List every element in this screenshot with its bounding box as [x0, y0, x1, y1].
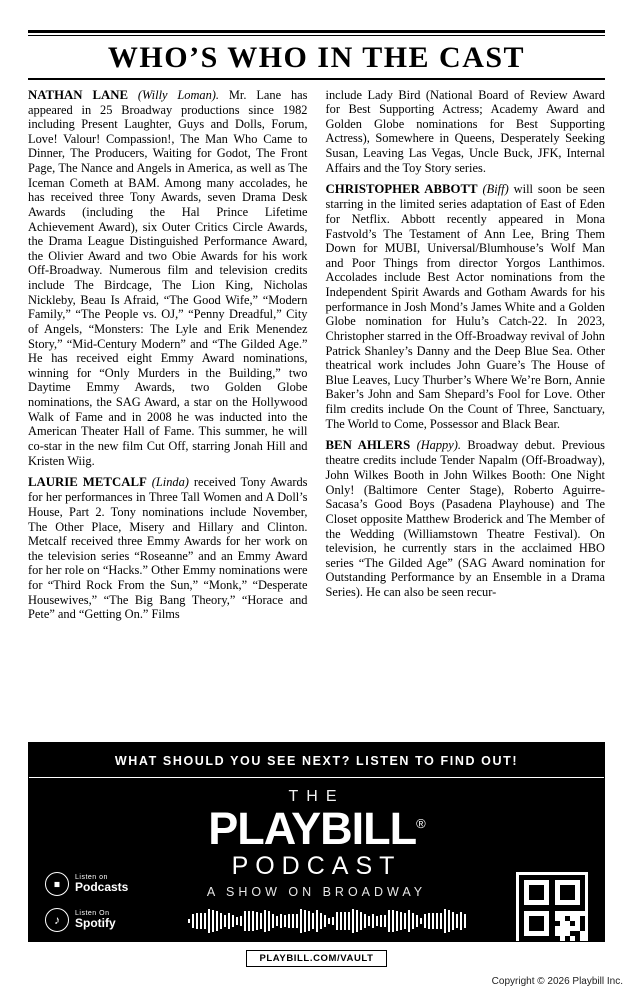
ad-the-label: THE — [288, 788, 345, 805]
badge-small-text: Listen On — [75, 910, 110, 918]
bio-role: (Biff) — [482, 182, 509, 197]
podcast-advertisement[interactable] — [28, 742, 605, 942]
ad-brand-text: PLAYBILL — [208, 803, 417, 854]
spotify-label — [75, 910, 116, 930]
divider-under-title — [28, 78, 605, 80]
ad-tagline: WHAT SHOULD YOU SEE NEXT? LISTEN TO FIND OUT! — [29, 743, 604, 778]
spotify-icon: ♪ — [45, 908, 69, 932]
ad-body — [29, 788, 604, 942]
apple-podcasts-icon: ⏹ — [45, 872, 69, 896]
right-column — [326, 88, 606, 728]
bio-name: NATHAN LANE — [28, 87, 129, 102]
bio-text: Mr. Lane has appeared in 25 Broadway productions since 1982 including Present Laughter, Guys and Dolls, Forum, Love! Valour! Compassion!, The Man Who Came to Dinner, The Producers, Waiting for Godot, The Front Page, The Nance and Angels in America, as well as The Iceman Cometh at BAM. Among many accolades, he has received three Tony Awards, seven Drama Desk Awards (including the Hal Prince Lifetime Achievement Award), six Outer Critics Circle Awards, the Drama League Distinguished Performance Award, the Olivier Award and two Obie Awards for his work Off-Broadway. Numerous film and television credits include The Birdcage, The Lion King, Nicholas Nickleby, Beau Is Afraid, “The Good Wife,” “Modern Family,” “The People vs. OJ,” “Penny Dreadful,” City of Angels, “Monsters: The Lyle and Erik Menendez Story,” “Mid-Century Modern” and “The Gilded Age.” He has received eight Emmy Award nominations, winning for “Only Murders in the Building,” two Daytime Emmy Awards, two Golden Globe nominations, the SAG Award, a star on the Hollywood Walk of Fame and in 2008 he was inducted into the American Theater Hall of Fame. This summer, he will co-star in the new film Cut Off, starring Jonah Hill and Kristen Wiig. — [28, 87, 308, 468]
bio-role: (Willy Loman). — [137, 87, 220, 102]
listen-badges — [45, 872, 165, 942]
bio-name: CHRISTOPHER ABBOTT — [325, 182, 478, 197]
divider-top — [28, 30, 605, 33]
left-column — [28, 88, 308, 728]
bio-role: (Happy). — [416, 438, 461, 453]
bio-role: (Linda) — [151, 475, 189, 490]
ad-brand-logo — [29, 803, 604, 854]
apple-podcasts-badge[interactable] — [45, 872, 165, 896]
vault-link-wrapper — [0, 948, 633, 967]
qr-code[interactable] — [516, 872, 588, 942]
bio-text: include Lady Bird (National Board of Review Award for Best Supporting Actress; Academy Award and Golden Globe nominations for Best Supporting Actress), Somewhere in Queens, Desperately Seeking Susan, Leaving Las Vegas, Uncle Buck, JFK, Internal Affairs and the Toy Story series. — [325, 87, 605, 175]
bio-name: LAURIE METCALF — [28, 475, 147, 490]
badge-big-text: Spotify — [75, 916, 116, 931]
registered-mark-icon: ® — [416, 816, 425, 831]
bio-text: Broadway debut. Previous theatre credits include Tender Napalm (Off-Broadway), John Wilkes Booth in John Wilkes Booth: One Night Only! (Baltimore Center Stage), Roberto Aguirre-Sacasa’s Good Boys (Pasadena Playhouse) and The Closet opposite Matthew Broderick and The Member of the Wedding (Williamstown Theatre Festival). On television, he currently stars in the acclaimed HBO series “The Gilded Age” (SAG Award nomination for Outstanding Performance by an Ensemble in a Drama Series). He can also be seen recur- — [325, 438, 605, 600]
apple-podcasts-label — [75, 874, 128, 894]
bio-text: received Tony Awards for her performances in Three Tall Women and A Doll’s House, Part 2. Tony nominations include November, The Other Place, Misery and Hillary and Clinton. Metcalf received three Emmy Awards for her work on the television series “Roseanne” and an Emmy Award for her role on “Hacks.” Other Emmy nominations were for “Third Rock From the Sun,” “Monk,” “Desperate Housewives,” “The Big Bang Theory,” “Horace and Pete” and “Getting On.” Films — [28, 475, 308, 622]
bio-name: BEN AHLERS — [325, 438, 411, 453]
ad-podcast-label: PODCAST — [231, 851, 402, 880]
bio-continuation — [326, 88, 606, 176]
spotify-badge[interactable] — [45, 908, 165, 932]
badge-big-text: Podcasts — [75, 880, 129, 895]
bio-entry — [326, 438, 606, 599]
badge-small-text: Listen on — [75, 874, 108, 882]
vault-link[interactable]: PLAYBILL.COM/VAULT — [246, 950, 386, 967]
article-columns — [28, 88, 605, 728]
bio-entry — [28, 88, 308, 469]
bio-text: will soon be seen starring in the limited series adaptation of East of Eden for Netflix. Abbott recently appeared in Mona Fastvold’s The Testament of Ann Lee, Bring Them Down for MUBI, Universal/Blumhouse’s Wolf Man and Poor Things from director Yorgos Lanthimos. Accolades include Best Actor nominations from the Independent Spirit Awards and Gotham Awards for his performance in Josh Mond’s James White and a Golden Globe nomination for Hulu’s Catch-22. In 2023, Christopher starred in the Off-Broadway revival of John Patrick Shanley’s Danny and the Deep Blue Sea. Other theatrical work includes John Guare’s The House of Blue Leaves, Lucy Thurber’s Where We’re Born, Annie Baker’s John and Sam Shepard’s Fool for Love. Other film credits include On the Count of Three, Sanctuary, The World to Come, Possessor and Black Bear. — [325, 182, 605, 431]
divider-top-thin — [28, 35, 605, 36]
ad-subtitle: A SHOW ON BROADWAY — [206, 884, 427, 899]
bio-entry — [28, 475, 308, 622]
page-title: WHO’S WHO IN THE CAST — [107, 41, 526, 74]
copyright-notice: Copyright © 2026 Playbill Inc. — [491, 976, 623, 987]
audio-waveform-icon — [179, 904, 474, 938]
bio-entry — [326, 182, 606, 431]
